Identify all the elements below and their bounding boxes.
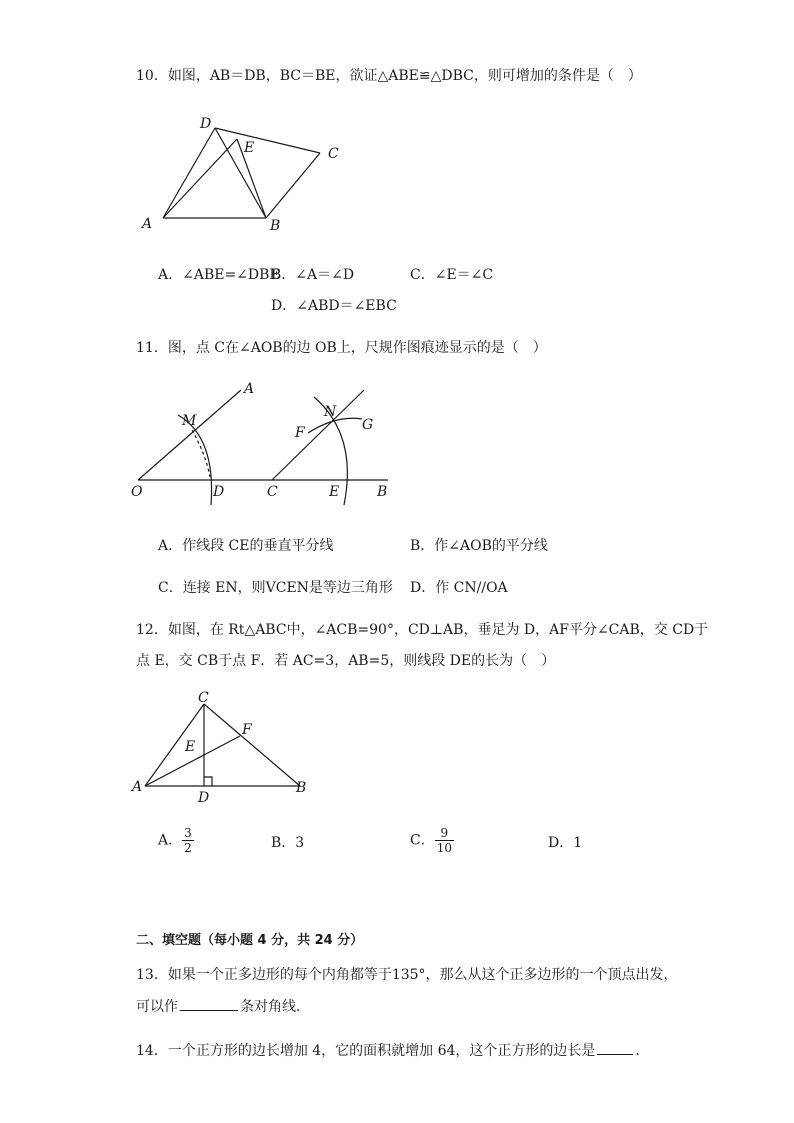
q14-line bbox=[136, 1040, 649, 1061]
q11-label-e: E bbox=[329, 484, 340, 500]
q12-option-a bbox=[158, 826, 194, 855]
q12-option-d: D．1 bbox=[548, 835, 583, 851]
q11-label-c: C bbox=[267, 484, 278, 500]
q11-option-b: B．作∠AOB的平分线 bbox=[410, 538, 548, 554]
q12-label-b: B bbox=[296, 780, 307, 796]
q11-arc-fg bbox=[308, 418, 362, 433]
q10-label-c: C bbox=[328, 146, 339, 162]
q12-figure bbox=[128, 688, 318, 806]
q12-label-c: C bbox=[198, 690, 209, 706]
q11-option-a: A．作线段 CE的垂直平分线 bbox=[158, 538, 334, 554]
q11-label-o: O bbox=[131, 484, 143, 500]
q10-segment-ae bbox=[163, 139, 237, 218]
q12-option-a-fraction bbox=[182, 826, 194, 855]
q12-option-b: B．3 bbox=[271, 835, 305, 851]
q12-right-angle-mark bbox=[204, 777, 212, 786]
q12-option-c bbox=[410, 826, 454, 855]
q12-label-f: F bbox=[242, 722, 252, 738]
q10-option-a: A．∠ABE=∠DBE bbox=[158, 267, 280, 283]
q10-label-b: B bbox=[270, 218, 281, 234]
q10-segment-ad bbox=[163, 128, 215, 218]
q11-label-d: D bbox=[213, 484, 225, 500]
q12-label-d: D bbox=[198, 790, 210, 806]
q10-stem: 10．如图，AB＝DB，BC＝BE，欲证△ABE≌△DBC，则可增加的条件是（ ） bbox=[136, 68, 642, 84]
q12-option-c-denominator: 10 bbox=[436, 841, 452, 855]
q12-stem-line2: 点 E，交 CB于点 F．若 AC=3，AB=5，则线段 DE的长为（ ） bbox=[136, 653, 556, 669]
q10-label-e: E bbox=[244, 140, 255, 156]
q10-label-d: D bbox=[200, 116, 212, 132]
q10-option-b: B．∠A＝∠D bbox=[271, 267, 355, 283]
q11-label-b: B bbox=[377, 484, 388, 500]
q13-line2-post: 条对角线． bbox=[240, 999, 310, 1015]
q11-label-g: G bbox=[362, 417, 374, 433]
q11-label-f: F bbox=[295, 425, 305, 441]
q11-label-a: A bbox=[244, 381, 255, 397]
q12-stem-line1: 12．如图，在 Rt△ABC中，∠ACB=90°，CD⊥AB，垂足为 D，AF平分∠CAB，交 CD于 bbox=[136, 622, 709, 638]
q10-label-a: A bbox=[142, 216, 153, 232]
q12-option-c-fraction bbox=[435, 826, 454, 855]
q10-segment-db bbox=[215, 128, 266, 218]
q10-option-d: D．∠ABD＝∠EBC bbox=[271, 298, 397, 314]
q12-option-c-prefix: C． bbox=[410, 832, 435, 849]
q11-option-c: C．连接 EN，则VCEN是等边三角形 bbox=[158, 580, 393, 596]
q11-ray-cn bbox=[272, 390, 364, 480]
q11-stem: 11．图，点 C在∠AOB的边 OB上，尺规作图痕迹显示的是（ ） bbox=[136, 340, 547, 356]
q12-option-a-denominator: 2 bbox=[184, 841, 192, 855]
q11-figure bbox=[126, 375, 396, 510]
q10-segment-dc bbox=[215, 128, 320, 153]
q12-option-a-prefix: A． bbox=[158, 832, 183, 849]
q11-label-m: M bbox=[182, 413, 197, 429]
q12-label-a: A bbox=[132, 779, 143, 795]
q13-line2-pre: 可以作 bbox=[136, 999, 178, 1015]
q11-ray-oa bbox=[138, 390, 241, 480]
q12-option-c-numerator: 9 bbox=[435, 826, 454, 841]
q13-line1: 13．如果一个正多边形的每个内角都等于135°，那么从这个正多边形的一个顶点出发， bbox=[136, 967, 678, 983]
q12-segment-cb bbox=[204, 704, 300, 786]
q11-label-n: N bbox=[324, 404, 337, 420]
section-title-fill-in: 二、填空题（每小题 4 分，共 24 分） bbox=[136, 933, 364, 948]
q11-option-d: D．作 CN//OA bbox=[410, 580, 508, 596]
q10-figure bbox=[130, 108, 360, 238]
q14-answer-blank[interactable] bbox=[597, 1040, 633, 1055]
q14-text: 14．一个正方形的边长增加 4，它的面积就增加 64，这个正方形的边长是 bbox=[136, 1043, 596, 1059]
q10-segment-cb bbox=[266, 153, 320, 218]
q13-answer-blank[interactable] bbox=[180, 996, 238, 1011]
q12-label-e: E bbox=[185, 739, 196, 755]
q10-option-c: C．∠E＝∠C bbox=[410, 267, 494, 283]
q14-tail: ． bbox=[635, 1043, 650, 1059]
q13-line2 bbox=[136, 996, 310, 1017]
q12-option-a-numerator: 3 bbox=[184, 826, 192, 840]
